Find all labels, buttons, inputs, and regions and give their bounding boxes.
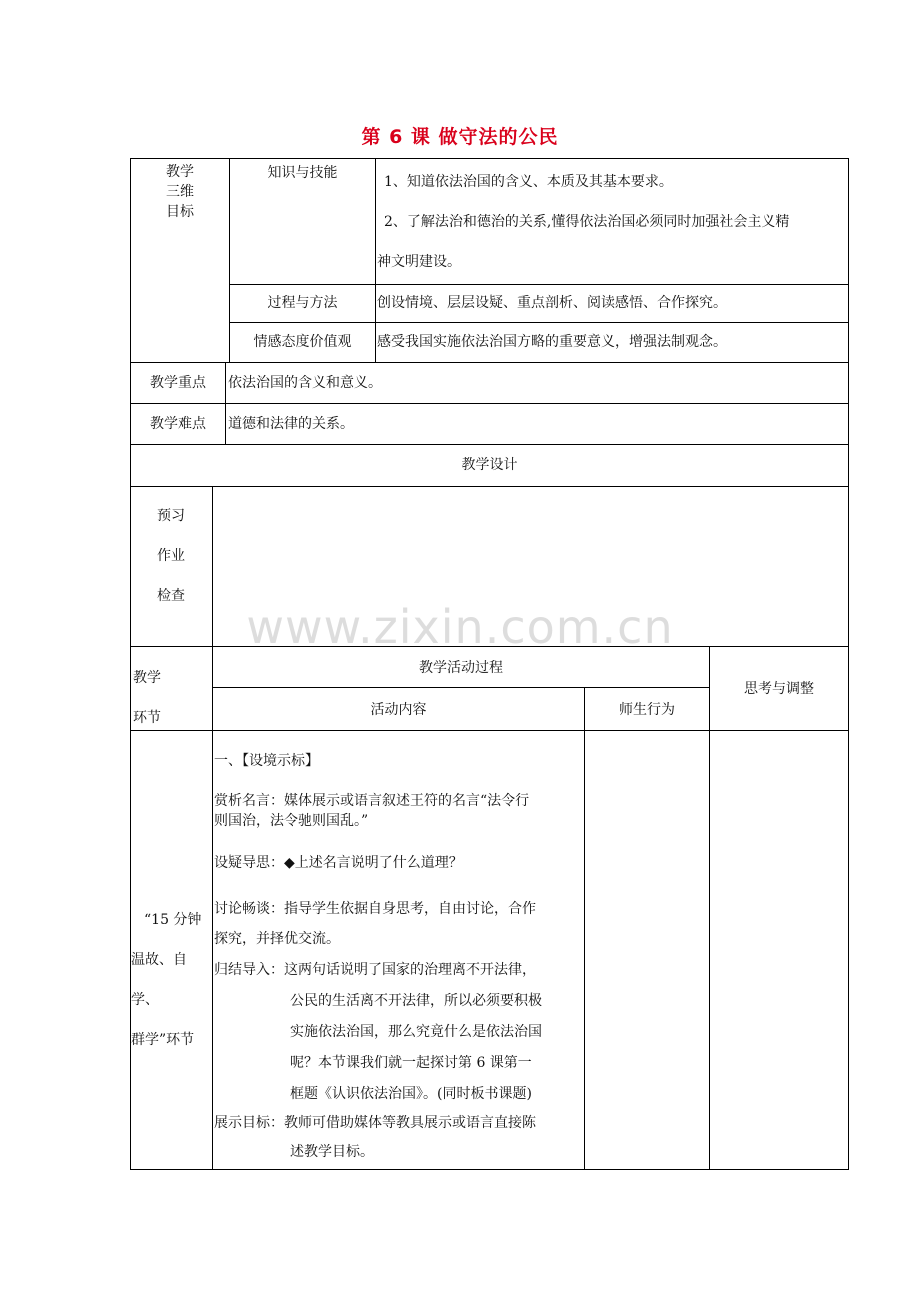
preview-label <box>157 496 207 616</box>
activity-heading: 一、【设境示标】 <box>214 753 319 769</box>
activity-goal <box>214 1109 584 1167</box>
activity-line: 呢？本节课我们就一起探讨第 6 课第一 <box>290 1055 532 1071</box>
activity-appreciate <box>214 791 584 831</box>
activity-line: 述教学目标。 <box>290 1144 374 1160</box>
preview-label-line: 检查 <box>157 588 185 604</box>
reflection-header: 思考与调整 <box>744 681 814 697</box>
activity-line: 赏析名言：媒体展示或语言叙述王符的名言“法令行 <box>214 793 530 809</box>
design-header: 教学设计 <box>461 457 518 473</box>
preview-label-line: 预习 <box>157 508 185 524</box>
objectives-label-line: 三维 <box>166 184 194 200</box>
activity-discuss <box>214 894 584 954</box>
segment-label-line: 教学 <box>133 670 161 686</box>
objectives-label-line: 目标 <box>166 204 194 220</box>
segment-line: 群学”环节 <box>131 1032 195 1048</box>
difficulty-label: 教学难点 <box>150 416 206 432</box>
activity-content-header: 活动内容 <box>370 702 427 718</box>
page-title: 第 6 课 做守法的公民 <box>361 126 559 148</box>
knowledge-item-2: 2、了解法治和德治的关系,懂得依法治国必须同时加强社会主义精 <box>384 214 790 230</box>
segment-label <box>133 658 203 738</box>
difficulty-text: 道德和法律的关系。 <box>228 416 354 432</box>
segment-label-line: 环节 <box>133 710 161 726</box>
activity-line: 展示目标：教师可借助媒体等教具展示或语言直接陈 <box>214 1115 536 1131</box>
segment-line: 温故、自学、 <box>131 952 187 1008</box>
process-label: 过程与方法 <box>267 295 338 311</box>
activity-question: 设疑导思：◆上述名言说明了什么道理？ <box>214 855 463 871</box>
activity-line: 实施依法治国，那么究竟什么是依法治国 <box>290 1024 542 1040</box>
watermark: www.zixin.com.cn <box>246 600 674 654</box>
segment-name <box>131 900 213 1060</box>
process-text: 创设情境、层层设疑、重点剖析、阅读感悟、合作探究。 <box>377 295 727 311</box>
key-point-text: 依法治国的含义和意义。 <box>228 375 382 391</box>
knowledge-item-2-cont: 神文明建设。 <box>377 254 461 270</box>
activity-process-header: 教学活动过程 <box>419 660 503 676</box>
objectives-label <box>131 162 229 222</box>
teacher-student-header: 师生行为 <box>619 702 675 718</box>
activity-line: 探究，并择优交流。 <box>214 931 340 947</box>
knowledge-label: 知识与技能 <box>267 165 338 181</box>
key-point-label: 教学重点 <box>150 375 206 391</box>
objectives-label-line: 教学 <box>166 164 194 180</box>
activity-line: 讨论畅谈：指导学生依据自身思考，自由讨论，合作 <box>214 901 536 917</box>
activity-line: 框题《认识依法治国》。(同时板书课题) <box>290 1086 532 1102</box>
emotion-label: 情感态度价值观 <box>253 334 352 350</box>
knowledge-item-1: 1、知道依法治国的含义、本质及其基本要求。 <box>384 174 673 190</box>
activity-line: 归结导入：这两句话说明了国家的治理离不开法律， <box>214 962 536 978</box>
activity-line: 公民的生活离不开法律，所以必须要积极 <box>290 993 542 1009</box>
activity-line: 则国治，法令驰则国乱。” <box>214 813 369 829</box>
preview-label-line: 作业 <box>157 548 185 564</box>
activity-summary <box>214 955 584 1110</box>
emotion-text: 感受我国实施依法治国方略的重要意义，增强法制观念。 <box>377 334 727 350</box>
segment-line: “15 分钟 <box>144 912 202 928</box>
